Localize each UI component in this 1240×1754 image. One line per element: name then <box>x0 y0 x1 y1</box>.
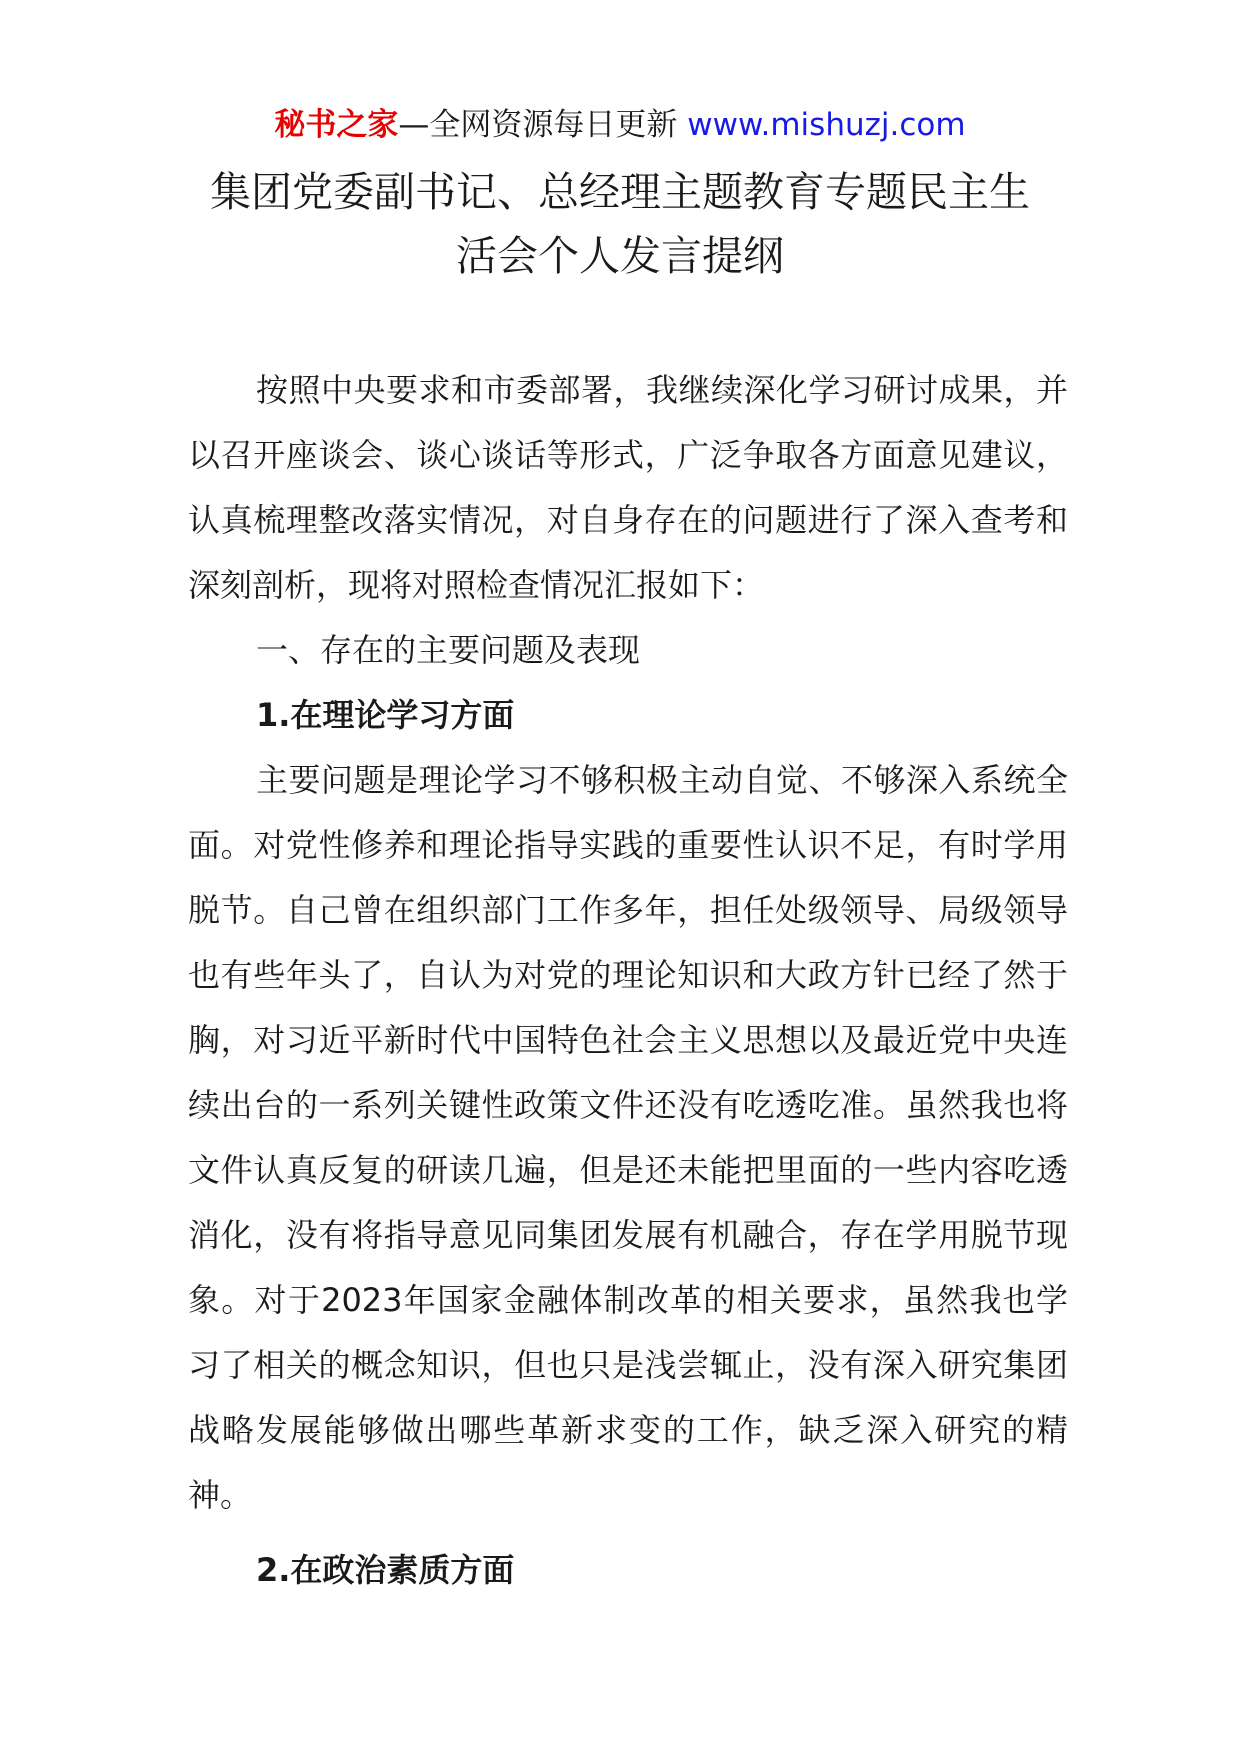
document-title <box>150 160 1090 288</box>
site-header <box>0 100 1240 150</box>
intro-paragraph: 按照中央要求和市委部署，我继续深化学习研讨成果，并以召开座谈会、谈心谈话等形式，广泛争取各方面意见建议，认真梳理整改落实情况，对自身存在的问题进行了深入查考和深刻剖析，现将对照检查情况汇报如下： <box>188 371 1068 604</box>
subheading-theory-study: 1.在理论学习方面 <box>256 696 515 734</box>
title-line-2: 活会个人发言提纲 <box>456 232 784 280</box>
subheading-political-quality: 2.在政治素质方面 <box>256 1551 515 1589</box>
title-line-1: 集团党委副书记、总经理主题教育专题民主生 <box>210 168 1030 216</box>
section-heading-1: 一、存在的主要问题及表现 <box>256 631 641 669</box>
spacer <box>188 1528 1068 1538</box>
brand-name: 秘书之家 <box>274 107 399 143</box>
document-body <box>188 358 1068 1603</box>
site-url[interactable]: www.mishuzj.com <box>687 107 966 143</box>
header-tagline: —全网资源每日更新 <box>398 107 688 143</box>
theory-study-paragraph: 主要问题是理论学习不够积极主动自觉、不够深入系统全面。对党性修养和理论指导实践的重要性认识不足，有时学用脱节。自己曾在组织部门工作多年，担任处级领导、局级领导也有些年头了，自认为对党的理论知识和大政方针已经了然于胸，对习近平新时代中国特色社会主义思想以及最近党中央连续出台的一系列关键性政策文件还没有吃透吃准。虽然我也将文件认真反复的研读几遍，但是还未能把里面的一些内容吃透消化，没有将指导意见同集团发展有机融合，存在学用脱节现象。对于2023年国家金融体制改革的相关要求，虽然我也学习了相关的概念知识，但也只是浅尝辄止，没有深入研究集团战略发展能够做出哪些革新求变的工作，缺乏深入研究的精神。 <box>188 761 1068 1514</box>
